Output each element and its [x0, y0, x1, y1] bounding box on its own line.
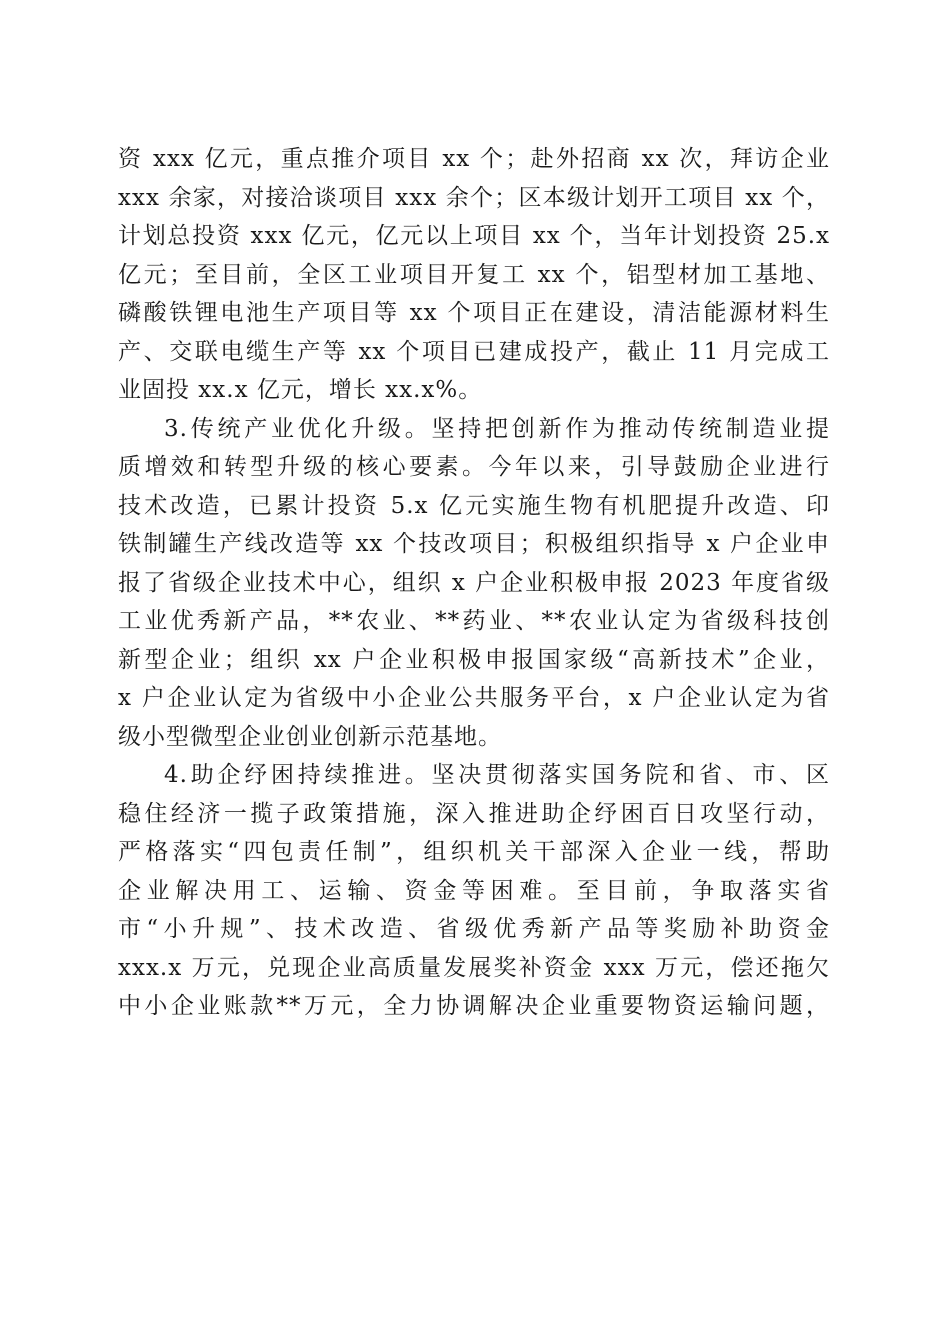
text-line: 中小企业账款**万元，全力协调解决企业重要物资运输问题， — [118, 993, 830, 1019]
text-line: 业固投 xx.x 亿元，增长 xx.x%。 — [118, 377, 483, 403]
text-line: 资 xxx 亿元，重点推介项目 xx 个；赴外招商 xx 次，拜访企业 — [118, 146, 830, 172]
text-line: 质增效和转型升级的核心要素。今年以来，引导鼓励企业进行 — [118, 454, 830, 480]
text-line: 市“小升规”、技术改造、省级优秀新产品等奖励补助资金 — [118, 916, 830, 942]
text-line: 产、交联电缆生产等 xx 个项目已建成投产，截止 11 月完成工 — [118, 338, 830, 365]
paragraph-heading-4: 4.助企纾困持续推进。坚决贯彻落实国务院和省、市、区 — [164, 762, 830, 788]
text-line: xxx 余家，对接洽谈项目 xxx 余个；区本级计划开工项目 xx 个， — [118, 184, 830, 211]
text-line: 级小型微型企业创业创新示范基地。 — [118, 723, 502, 750]
paragraph-heading-3: 3.传统产业优化升级。坚持把创新作为推动传统制造业提 — [164, 415, 830, 442]
document-body — [118, 140, 830, 1026]
text-line: 新型企业；组织 xx 户企业积极申报国家级“高新技术”企业， — [118, 646, 830, 673]
text-line: 亿元；至目前，全区工业项目开复工 xx 个，铝型材加工基地、 — [118, 261, 830, 288]
text-line: 稳住经济一揽子政策措施，深入推进助企纾困百日攻坚行动， — [118, 800, 830, 827]
text-line: 企业解决用工、运输、资金等困难。至目前，争取落实省 — [118, 877, 830, 904]
text-line: 计划总投资 xxx 亿元，亿元以上项目 xx 个，当年计划投资 25.x — [118, 223, 830, 249]
text-line: 工业优秀新产品，**农业、**药业、**农业认定为省级科技创 — [118, 608, 830, 634]
text-line: 磷酸铁锂电池生产项目等 xx 个项目正在建设，清洁能源材料生 — [118, 300, 830, 326]
text-line: 技术改造，已累计投资 5.x 亿元实施生物有机肥提升改造、印 — [118, 492, 830, 519]
text-line: 报了省级企业技术中心，组织 x 户企业积极申报 2023 年度省级 — [118, 569, 830, 596]
text-line: 严格落实“四包责任制”，组织机关干部深入企业一线，帮助 — [118, 839, 830, 865]
text-line: x 户企业认定为省级中小企业公共服务平台，x 户企业认定为省 — [118, 685, 830, 711]
text-line: xxx.x 万元，兑现企业高质量发展奖补资金 xxx 万元，偿还拖欠 — [118, 954, 830, 981]
text-line: 铁制罐生产线改造等 xx 个技改项目；积极组织指导 x 户企业申 — [118, 531, 830, 557]
